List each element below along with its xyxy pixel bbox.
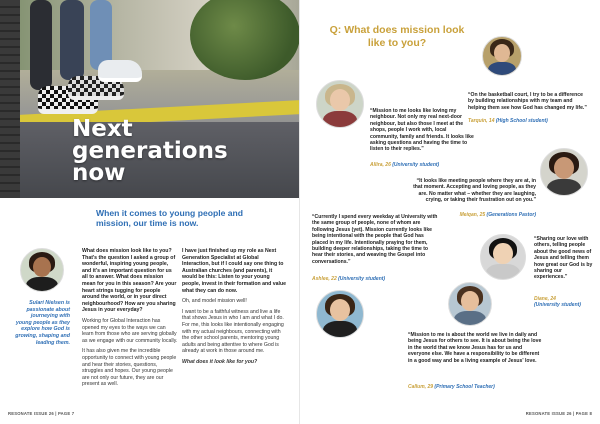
attribution-allira bbox=[370, 162, 480, 168]
quote-meiqan: “It looks like meeting people where they are at, in that moment. Accepting and loving people, as they are. No matter what – whether they are laughing, crying, or taking their frustration out on you.” bbox=[413, 178, 536, 204]
headline-line-2: generations bbox=[72, 138, 228, 164]
attribution-ashlee bbox=[312, 276, 438, 282]
attribution-tarquin bbox=[468, 118, 593, 124]
page-footer-right: RESONATE ISSUE 26 | PAGE 8 bbox=[525, 411, 592, 416]
right-page bbox=[300, 0, 600, 424]
callum-photo bbox=[448, 282, 492, 326]
name-diane: Diane, 24 bbox=[534, 296, 556, 302]
name-ashlee: Ashlee, 22 bbox=[312, 276, 337, 282]
col2-para-3: I want to be a faithful witness and live a life that shows Jesus in who I am and what I do. For me, this looks like intentionally engaging with my actual neighbours, connecting with the other school parents, mentoring young adults and being attentive to where God is already at work in those around me. bbox=[182, 308, 284, 355]
role-diane: (University student) bbox=[534, 302, 581, 308]
col2-para-1: I have just finished up my role as Next Generation Specialist at Global Interaction, but if I could say one thing to Australian churches (and parents), it would be this: Listen to your young people, invest in their formation and value what they can do now. bbox=[182, 248, 287, 294]
quote-diane: “Sharing our love with others, telling people about the good news of Jesus and telling them how great our God is by sharing our experiences.” bbox=[534, 236, 593, 281]
role-callum: (Primary School Teacher) bbox=[434, 384, 495, 390]
quote-ashlee: “Currently I spend every weekday at University with the same group of people, none of whom are following Jesus (yet). Mission currently looks like being intentional with the people that God has placed in my life. Intentionally praying for them, building deeper relationships, taking the time to hear their stories, and weaving the Gospel into conversations.” bbox=[312, 214, 438, 265]
quote-tarquin: “On the basketball court, I try to be a difference by building relationships with my team and helping them see how God has changed my life.” bbox=[468, 92, 587, 111]
role-meiqan: (Generations Pastor) bbox=[486, 212, 536, 218]
meiqan-photo bbox=[540, 148, 588, 196]
col2-para-4: What does it look like for you? bbox=[182, 358, 258, 365]
body-column-1 bbox=[82, 248, 178, 392]
quote-callum: “Mission to me is about the world we live in daily and being Jesus for others to see. It is about being the love in the world that we know Jesus has for us and everyone else. We have a responsibility to be different in a good way and be a living example of Jesus' love. bbox=[408, 332, 542, 364]
body-column-2 bbox=[182, 248, 288, 370]
name-allira: Allira, 26 bbox=[370, 162, 391, 168]
page-footer-left: RESONATE ISSUE 26 | PAGE 7 bbox=[8, 411, 75, 416]
tarquin-photo bbox=[482, 36, 522, 76]
attribution-diane bbox=[534, 296, 596, 308]
role-allira: (University student) bbox=[392, 162, 440, 168]
col1-para-2: Working for Global Interaction has opened my eyes to the ways we can learn from those who are serving globally as we engage with our community locally. bbox=[82, 317, 178, 344]
name-callum: Callum, 29 bbox=[408, 384, 434, 390]
role-tarquin: (High School student) bbox=[495, 118, 548, 124]
name-tarquin: Tarquin, 14 bbox=[468, 118, 495, 124]
headline-line-3: now bbox=[72, 160, 126, 186]
role-ashlee: (University student) bbox=[338, 276, 386, 282]
article-subhead: When it comes to young people and mission, our time is now. bbox=[96, 208, 244, 228]
quote-allira: “Mission to me looks like loving my neighbour. Not only my real next-door neighbour, but also those I meet at the shops, people I work with, local community, family and friends. It looks like asking questions and having the time to listen to their replies.” bbox=[370, 108, 474, 153]
headline-line-1: Next bbox=[72, 116, 133, 142]
col1-para-1: What does mission look like to you? That's the question I asked a group of wonderful, inspiring young people, and it's an important question for us all to answer. What does mission mean for you in this season? Are your heart strings tugging for people around the world, or in your direct neighbourhood? How are you sharing Jesus in your everyday? bbox=[82, 248, 177, 314]
allira-photo bbox=[316, 80, 364, 128]
name-meiqan: Meiqan, 25 bbox=[459, 212, 486, 218]
section-title: Q: What does mission look like to you? bbox=[329, 24, 465, 49]
author-caption: Sulari Nielsen is passionate about journeying with young people as they explore how God is growing, shaping and leading them. bbox=[15, 300, 70, 346]
author-photo bbox=[20, 248, 64, 292]
attribution-callum bbox=[408, 384, 542, 390]
diane-photo bbox=[480, 234, 526, 280]
col2-para-2: Oh, and model mission well! bbox=[182, 298, 247, 305]
ashlee-photo bbox=[316, 290, 364, 338]
col1-para-3: It has also given me the incredible opportunity to connect with young people and hear their stories, questions, struggles and hopes. Our young people are not only our future, they are our present as well. bbox=[82, 348, 177, 388]
article-headline bbox=[72, 118, 292, 184]
